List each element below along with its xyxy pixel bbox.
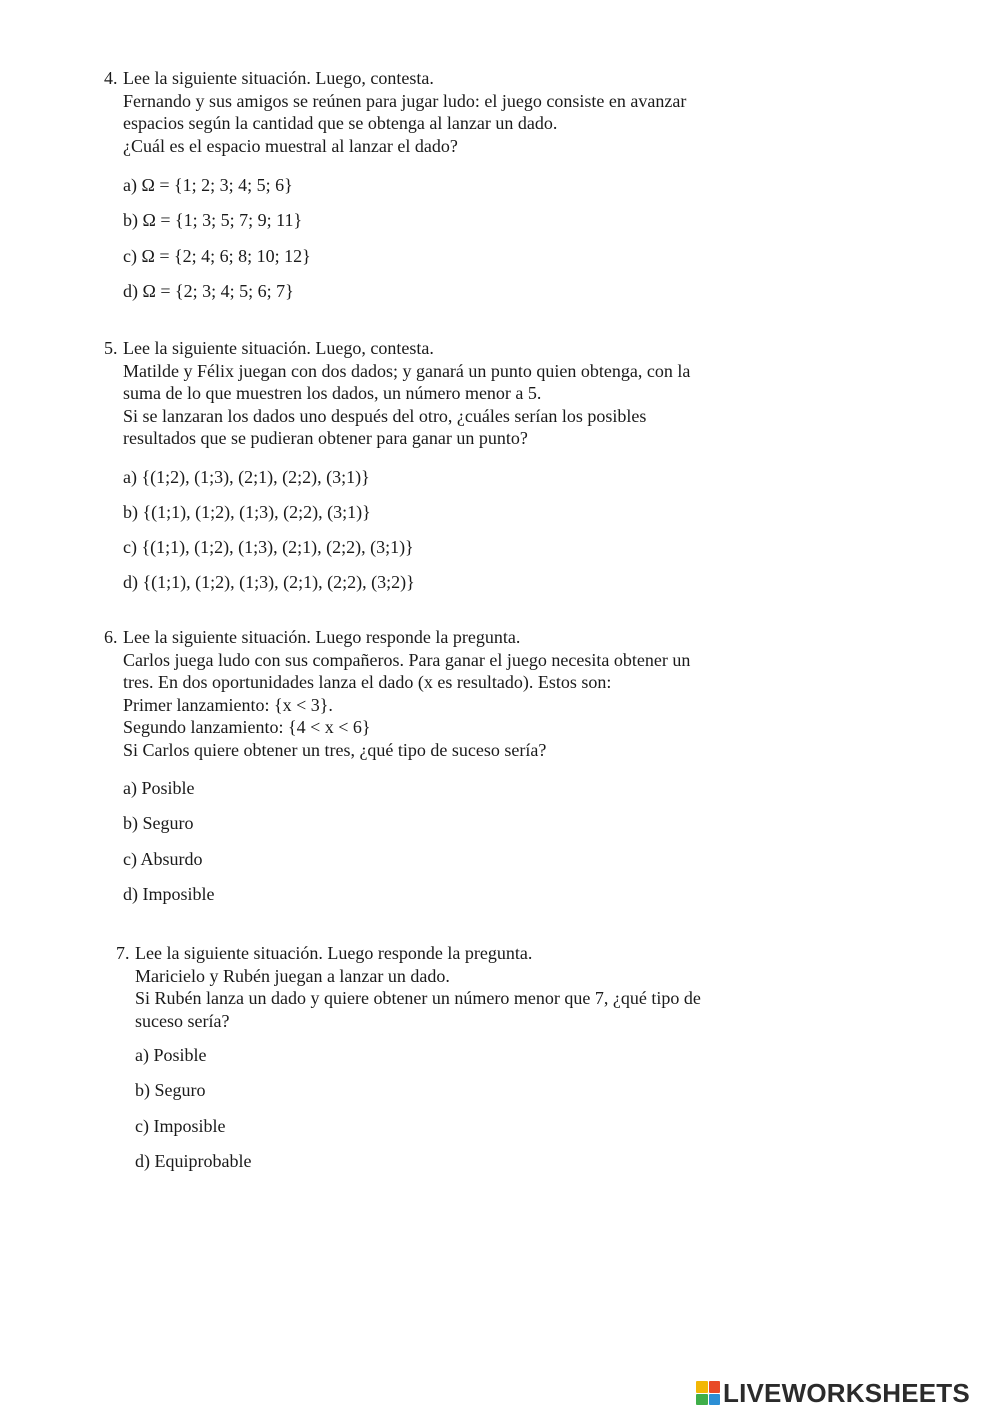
question-6 <box>104 626 804 918</box>
question-4 <box>104 67 804 315</box>
answer-option-b[interactable]: b) {(1;1), (1;2), (1;3), (2;2), (3;1)} <box>123 501 371 522</box>
answer-options <box>123 777 804 918</box>
logo-square <box>696 1394 708 1406</box>
question-text-line: Segundo lanzamiento: {4 < x < 6} <box>123 717 371 737</box>
question-instruction: Lee la siguiente situación. Luego responde la pregunta. <box>123 627 521 647</box>
answer-option-b[interactable]: b) Ω = {1; 3; 5; 7; 9; 11} <box>123 210 303 231</box>
answer-option-c[interactable]: c) {(1;1), (1;2), (1;3), (2;1), (2;2), (3;1)} <box>123 537 414 558</box>
question-prompt: resultados que se pudieran obtener para ganar un punto? <box>123 428 528 448</box>
question-prompt: Si se lanzaran los dados uno después del otro, ¿cuáles serían los posibles <box>123 405 647 426</box>
answer-option-d[interactable]: d) Equiprobable <box>135 1150 252 1171</box>
answer-option-c[interactable]: c) Ω = {2; 4; 6; 8; 10; 12} <box>123 245 311 266</box>
question-text-line: suma de lo que muestren los dados, un número menor a 5. <box>123 383 542 403</box>
answer-option-b[interactable]: b) Seguro <box>135 1080 206 1101</box>
question-text-line: espacios según la cantidad que se obtenga al lanzar un dado. <box>123 113 558 133</box>
question-text-line: Carlos juega ludo con sus compañeros. Para ganar el juego necesita obtener un <box>123 649 691 670</box>
question-prompt: Si Carlos quiere obtener un tres, ¿qué tipo de suceso sería? <box>123 739 547 760</box>
question-text-line: Matilde y Félix juegan con dos dados; y ganará un punto quien obtenga, con la <box>123 360 691 381</box>
logo-square <box>709 1381 721 1393</box>
question-prompt: ¿Cuál es el espacio muestral al lanzar el dado? <box>123 135 458 156</box>
answer-option-c[interactable]: c) Absurdo <box>123 848 203 869</box>
question-5 <box>104 337 804 607</box>
answer-option-d[interactable]: d) Ω = {2; 3; 4; 5; 6; 7} <box>123 280 294 301</box>
answer-options <box>135 1044 816 1185</box>
answer-option-d[interactable]: d) {(1;1), (1;2), (1;3), (2;1), (2;2), (3;2)} <box>123 572 415 593</box>
question-7 <box>116 942 816 1185</box>
question-number: 7. <box>116 943 130 963</box>
answer-option-a[interactable]: a) {(1;2), (1;3), (2;1), (2;2), (3;1)} <box>123 466 370 487</box>
answer-option-d[interactable]: d) Imposible <box>123 883 215 904</box>
answer-options <box>123 174 804 315</box>
question-text-line: Primer lanzamiento: {x < 3}. <box>123 694 333 715</box>
logo-square <box>709 1394 721 1406</box>
question-number: 5. <box>104 338 118 358</box>
answer-option-a[interactable]: a) Ω = {1; 2; 3; 4; 5; 6} <box>123 175 293 195</box>
liveworksheets-logo-icon <box>696 1381 720 1405</box>
answer-option-a[interactable]: a) Posible <box>135 1045 207 1065</box>
answer-option-a[interactable]: a) Posible <box>123 778 195 798</box>
question-instruction: Lee la siguiente situación. Luego, contesta. <box>123 68 434 88</box>
question-text-line: Maricielo y Rubén juegan a lanzar un dado. <box>135 965 450 986</box>
answer-options <box>123 466 804 607</box>
answer-option-c[interactable]: c) Imposible <box>135 1115 226 1136</box>
question-text-line: Fernando y sus amigos se reúnen para jugar ludo: el juego consiste en avanzar <box>123 90 687 111</box>
question-number: 6. <box>104 627 118 647</box>
question-number: 4. <box>104 68 118 88</box>
question-instruction: Lee la siguiente situación. Luego, contesta. <box>123 338 434 358</box>
question-prompt: Si Rubén lanza un dado y quiere obtener un número menor que 7, ¿qué tipo de <box>135 988 701 1008</box>
watermark-text: LIVEWORKSHEETS <box>723 1377 970 1408</box>
question-instruction: Lee la siguiente situación. Luego responde la pregunta. <box>135 943 533 963</box>
answer-option-b[interactable]: b) Seguro <box>123 813 194 834</box>
liveworksheets-watermark <box>696 1378 970 1408</box>
question-text-line: tres. En dos oportunidades lanza el dado (x es resultado). Estos son: <box>123 672 612 692</box>
logo-square <box>696 1381 708 1393</box>
question-prompt: suceso sería? <box>135 1010 230 1031</box>
